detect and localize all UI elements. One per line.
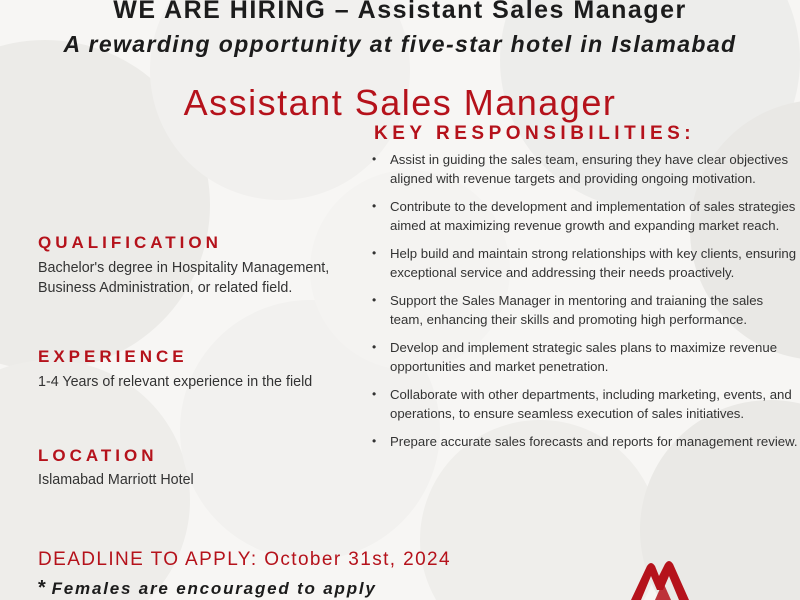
- list-item: [372, 291, 798, 329]
- bullet-icon: •: [372, 293, 377, 307]
- list-item: [372, 197, 798, 235]
- bullet-icon: •: [372, 199, 377, 213]
- qualification-text: Bachelor's degree in Hospitality Management, Business Administration, or related field.: [38, 260, 330, 296]
- responsibility-text: Assist in guiding the sales team, ensuring they have clear objectives aligned with revenue targets and providing ongoing motivation.: [390, 152, 789, 186]
- responsibility-text: Develop and implement strategic sales plans to maximize revenue opportunities and market penetration.: [390, 340, 778, 374]
- responsibility-text: Collaborate with other departments, including marketing, events, and operations, to ensure seamless execution of sales initiatives.: [390, 387, 792, 421]
- bullet-icon: •: [372, 152, 377, 166]
- tagline: A rewarding opportunity at five-star hotel in Islamabad: [63, 31, 737, 57]
- responsibility-text: Contribute to the development and implementation of sales strategies aimed at maximizing revenue growth and expanding market reach.: [390, 199, 796, 233]
- footnote: [38, 577, 377, 600]
- job-title: Assistant Sales Manager: [183, 82, 617, 123]
- qualification-heading: QUALIFICATION: [38, 233, 222, 252]
- list-item: [372, 432, 798, 451]
- bullet-icon: •: [372, 340, 377, 354]
- responsibilities-heading: KEY RESPONSIBILITIES:: [374, 123, 696, 144]
- marriott-logo-icon: [625, 558, 695, 600]
- responsibilities-list: [372, 150, 798, 460]
- responsibility-text: Support the Sales Manager in mentoring and traianing the sales team, enhancing their skills and promoting high performance.: [390, 293, 764, 327]
- application-deadline: DEADLINE TO APPLY: October 31st, 2024: [38, 549, 451, 570]
- bullet-icon: •: [372, 387, 377, 401]
- bullet-icon: •: [372, 434, 377, 448]
- bullet-icon: •: [372, 246, 377, 260]
- responsibility-text: Help build and maintain strong relationships with key clients, ensuring exceptional service and addressing their needs proactively.: [390, 246, 797, 280]
- list-item: [372, 385, 798, 423]
- experience-text: 1-4 Years of relevant experience in the field: [38, 374, 313, 390]
- responsibility-text: Prepare accurate sales forecasts and reports for management review.: [390, 434, 798, 449]
- list-item: [372, 150, 798, 188]
- location-text: Islamabad Marriott Hotel: [38, 472, 194, 488]
- footnote-text: Females are encouraged to apply: [51, 579, 377, 598]
- location-heading: LOCATION: [38, 446, 158, 465]
- list-item: [372, 338, 798, 376]
- asterisk-icon: *: [38, 577, 48, 599]
- experience-heading: EXPERIENCE: [38, 347, 188, 366]
- list-item: [372, 244, 798, 282]
- hiring-headline: WE ARE HIRING – Assistant Sales Manager: [113, 0, 687, 24]
